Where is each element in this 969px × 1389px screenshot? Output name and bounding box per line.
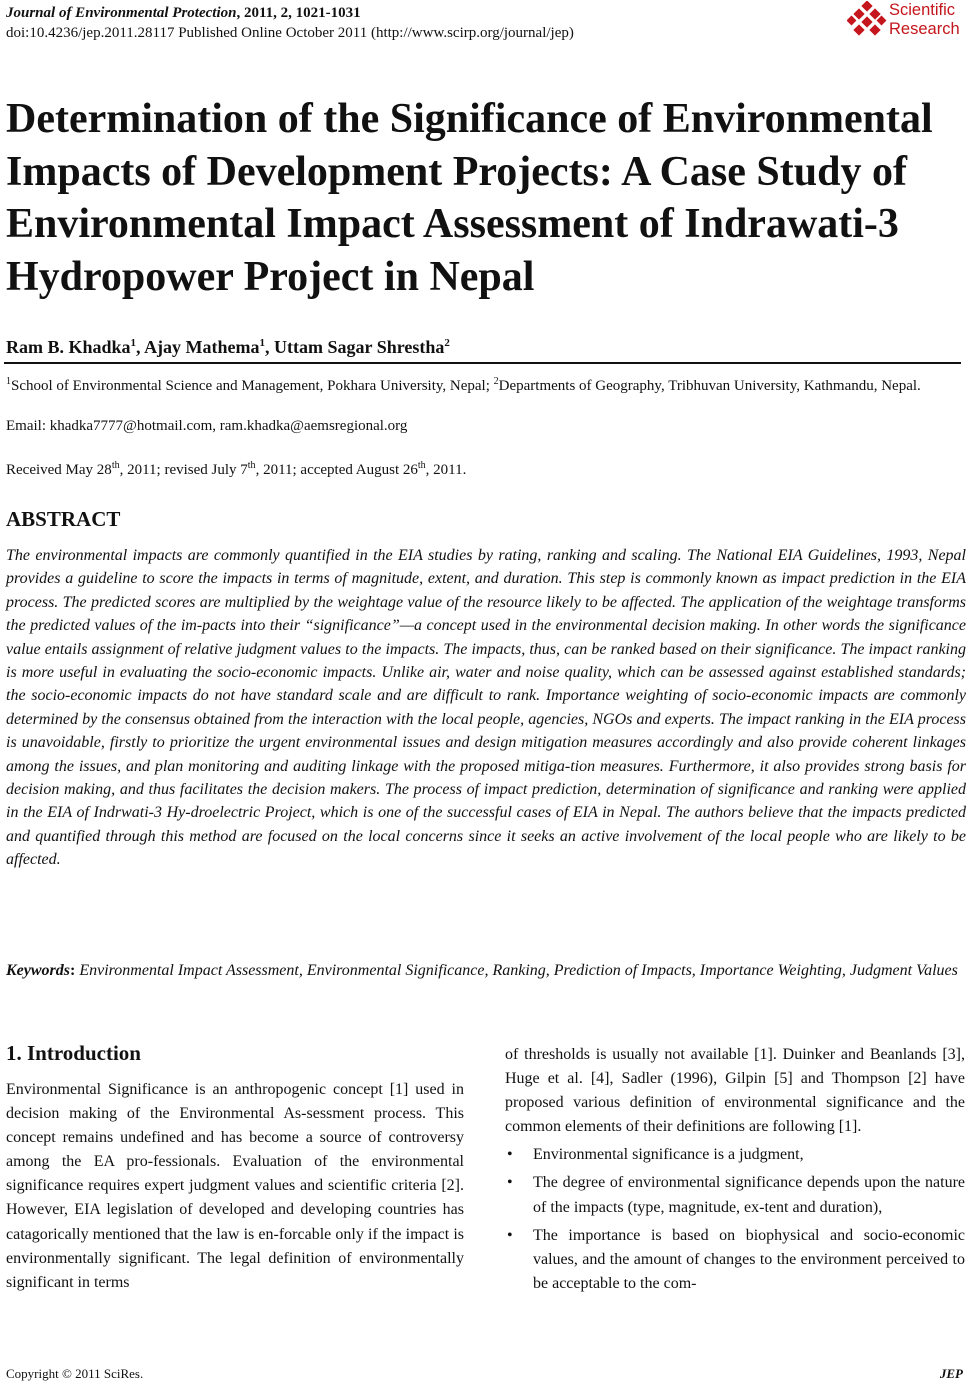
- intro-right-column: [505, 1043, 965, 1300]
- list-item: [505, 1171, 965, 1219]
- doi-line: doi:10.4236/jep.2011.28117 Published Online October 2011 (http://www.scirp.org/journal/jep): [6, 25, 574, 41]
- keywords-label: Keywords: [6, 962, 70, 979]
- ordinal-sup: th: [111, 460, 120, 471]
- bullet-icon: •: [507, 1226, 513, 1244]
- logo-line-1: Scientific: [889, 1, 956, 19]
- footer-copyright: Copyright © 2011 SciRes.: [6, 1366, 144, 1381]
- section-heading: 1. Introduction: [6, 1041, 141, 1065]
- received-text: , 2011; revised July 7: [119, 462, 248, 478]
- intro-left-column: Environmental Significance is an anthropogenic concept [1] used in decision making of the Environmental As-sessment process. This concept remains undefined and has become a source of controversy among the EA pro-fessionals. Evaluation of the environmental significance requires expert judgment values and scientific criteria [2]. However, EIA legislation of developed and developing countries has catagorically mentioned that the law is en-forcable only if the impact is environmentally significant. The legal definition of environmentally significant in terms: [6, 1081, 464, 1291]
- affil-text: School of Environmental Science and Management, Pokhara University, Nepal;: [11, 378, 494, 394]
- bullet-icon: •: [507, 1174, 513, 1192]
- logo-mark-icon: [847, 1, 887, 41]
- received-dates: [6, 456, 466, 480]
- author-list: [6, 331, 450, 359]
- author-affil-mark: 1: [259, 337, 266, 349]
- author-name: Ram B. Khadka: [6, 337, 131, 357]
- list-item-text: Environmental significance is a judgment,: [533, 1146, 804, 1164]
- list-item: [505, 1224, 965, 1296]
- affil-text: Departments of Geography, Tribhuvan University, Kathmandu, Nepal.: [498, 378, 921, 394]
- logo-line-2: Research: [889, 20, 960, 38]
- received-text: , 2011; accepted August 26: [255, 462, 418, 478]
- ordinal-sup: th: [417, 460, 426, 471]
- list-item: [505, 1143, 965, 1167]
- significance-bullet-list: [505, 1143, 965, 1296]
- bullet-icon: •: [507, 1146, 513, 1164]
- paper-title: Determination of the Significance of Environmental Impacts of Development Projects: A Case Study of Environmental Impact Assessment of Indrawati-3 Hydropower Project in Nepal: [6, 96, 933, 300]
- abstract-heading: ABSTRACT: [6, 507, 121, 531]
- author-separator: ,: [265, 337, 275, 357]
- publisher-logo: [847, 1, 967, 43]
- keywords-values: Environmental Impact Assessment, Environmental Significance, Ranking, Prediction of Impacts, Importance Weighting, Judgment Values: [79, 962, 958, 979]
- footer-journal-abbr: JEP: [939, 1366, 963, 1381]
- keywords-colon: :: [70, 962, 80, 979]
- author-affil-mark: 2: [444, 337, 450, 349]
- keywords: [6, 959, 966, 983]
- logo-text: [889, 1, 960, 39]
- author-affil-mark: 1: [130, 337, 137, 349]
- affiliations: [6, 372, 966, 396]
- author-name: Ajay Mathema: [144, 337, 260, 357]
- intro-paragraph: of thresholds is usually not available [1]. Duinker and Beanlands [3], Huge et al. [4], Sadler (1996), Gilpin [5] and Thompson [2] have proposed various definition of environmental significance and the common elements of their definitions are following [1].: [505, 1046, 965, 1136]
- list-item-text: The importance is based on biophysical and socio-economic values, and the amount of changes to the environment perceived to be acceptable to the com-: [533, 1226, 965, 1292]
- ordinal-sup: th: [247, 460, 256, 471]
- affil-mark: 1: [6, 376, 11, 387]
- author-separator: ,: [136, 337, 145, 357]
- title-divider: [4, 362, 961, 364]
- abstract-text: The environmental impacts are commonly quantified in the EIA studies by rating, ranking and scaling. The National EIA Guidelines, 1993, Nepal provides a guideline to score the impacts in terms of magnitude, extent, and duration. This step is commonly known as impact prediction in the EIA process. The predicted scores are multiplied by the weightage value of the resource likely to be affected. The application of the weightage transforms the predicted values of the im-pacts into their “significance”—a concept used in the environmental decision making. In other words the significance value entails assignment of relative judgment values to the impacts. The impacts, thus, can be ranked based on their significance. The impact ranking is more useful in evaluating the socio-economic impacts. Unlike air, water and noise quality, which can be assessed against established standards; the socio-economic impacts do not have standard scale and are difficult to rank. Importance weighting of socio-economic impacts are commonly determined by the consensus obtained from the interaction with the local people, agencies, NGOs and experts. The impact ranking in the EIA process is unavoidable, firstly to prioritize the urgent environmental issues and design mitigation measures accordingly and also provide coherent linkages among the issues, and plan monitoring and auditing linkage with the proposed mitiga-tion measures. Furthermore, it also provides strong basis for decision making, and thus facilitates the decision makers. The process of impact prediction, determination of significance and ranking were applied in the EIA of Indrwati-3 Hy-droelectric Project, which is one of the successful cases of EIA in Nepal. The authors believe that the impacts predicted and quantified through this method are focused on the local concerns since it seeks an active involvement of the local people who are likely to be affected.: [6, 547, 966, 869]
- journal-citation: [6, 4, 361, 23]
- journal-volume: , 2011, 2, 1021-1031: [236, 5, 361, 21]
- list-item-text: The degree of environmental significance depends upon the nature of the impacts (type, magnitude, ex-tent and duration),: [533, 1174, 965, 1216]
- author-name: Uttam Sagar Shrestha: [274, 337, 445, 357]
- affil-mark: 2: [493, 376, 499, 387]
- received-text: Received May 28: [6, 462, 112, 478]
- email-line: Email: khadka7777@hotmail.com, ram.khadka@aemsregional.org: [6, 418, 408, 434]
- journal-name: Journal of Environmental Protection: [6, 5, 237, 21]
- received-text: , 2011.: [425, 462, 467, 478]
